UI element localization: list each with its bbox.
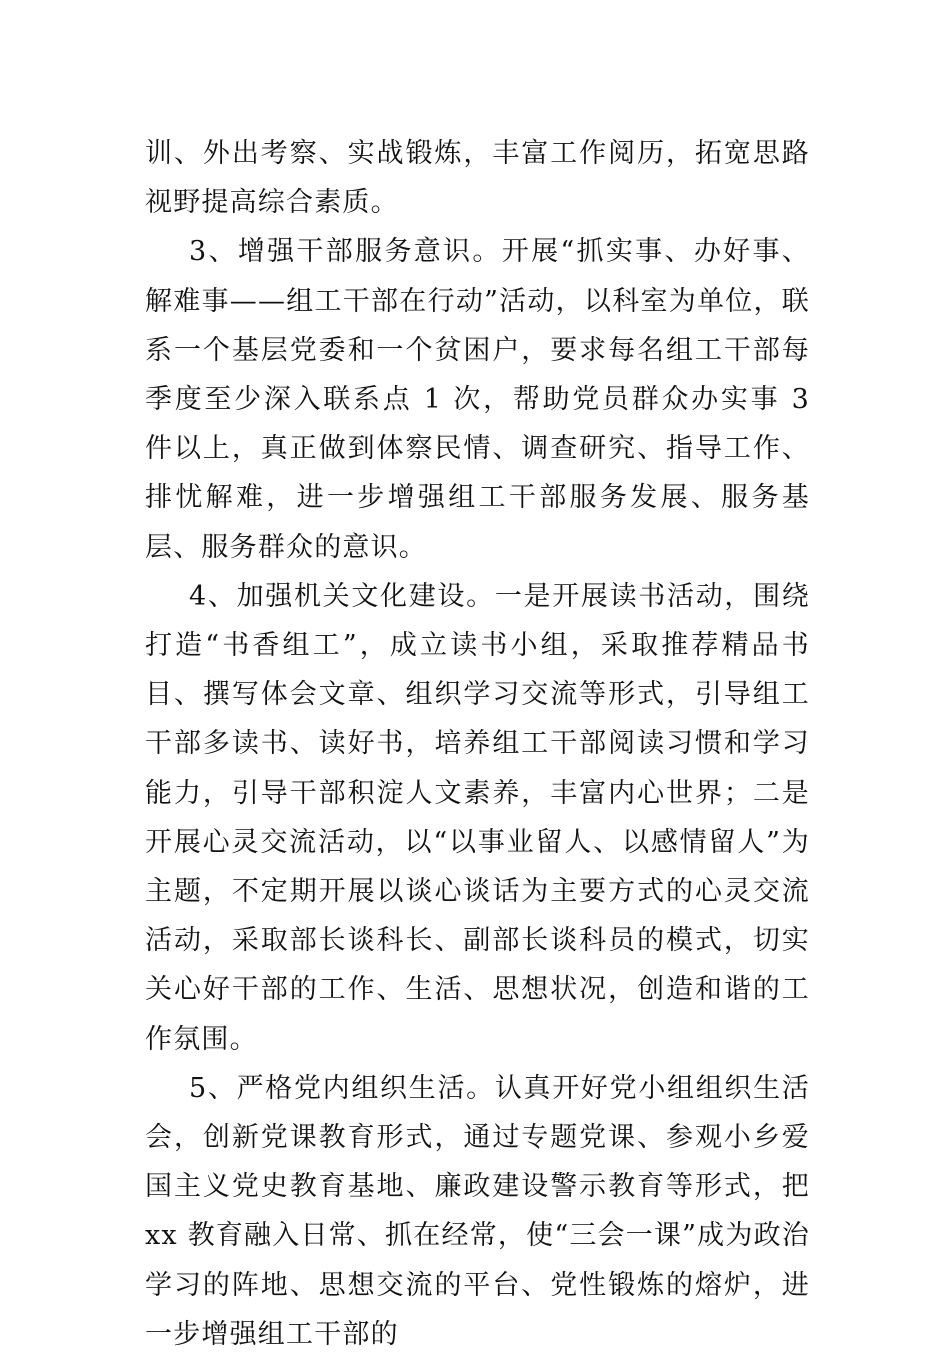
body-text [145, 129, 810, 1359]
paragraph-continuation: 训、外出考察、实战锻炼，丰富工作阅历，拓宽思路视野提高综合素质。 [145, 138, 810, 219]
paragraph-4-office-culture: 4、加强机关文化建设。一是开展读书活动，围绕打造“书香组工”，成立读书小组，采取推荐精品书目、撰写体会文章、组织学习交流等形式，引导组工干部多读书、读好书，培养组工干部阅读习惯和学习能力，引导干部积淀人文素养，丰富内心世界；二是开展心灵交流活动，以“以事业留人、以感情留人”为主题，不定期开展以谈心谈话为主要方式的心灵交流活动，采取部长谈科长、副部长谈科员的模式，切实关心好干部的工作、生活、思想状况，创造和谐的工作氛围。 [145, 580, 810, 1055]
paragraph-3-service-awareness: 3、增强干部服务意识。开展“抓实事、办好事、解难事——组工干部在行动”活动，以科室为单位，联系一个基层党委和一个贫困户，要求每名组工干部每季度至少深入联系点 1 次，帮助党员群众办实事 3 件以上，真正做到体察民情、调查研究、指导工作、排忧解难，进一步增强组工干部服务发展、服务基层、服务群众的意识。 [145, 236, 810, 563]
paragraph-5-party-life: 5、严格党内组织生活。认真开好党小组组织生活会，创新党课教育形式，通过专题党课、参观小乡爱国主义党史教育基地、廉政建设警示教育等形式，把 xx 教育融入日常、抓在经常，使“三会一课”成为政治学习的阵地、思想交流的平台、党性锻炼的熔炉，进一步增强组工干部的 [145, 1072, 810, 1350]
